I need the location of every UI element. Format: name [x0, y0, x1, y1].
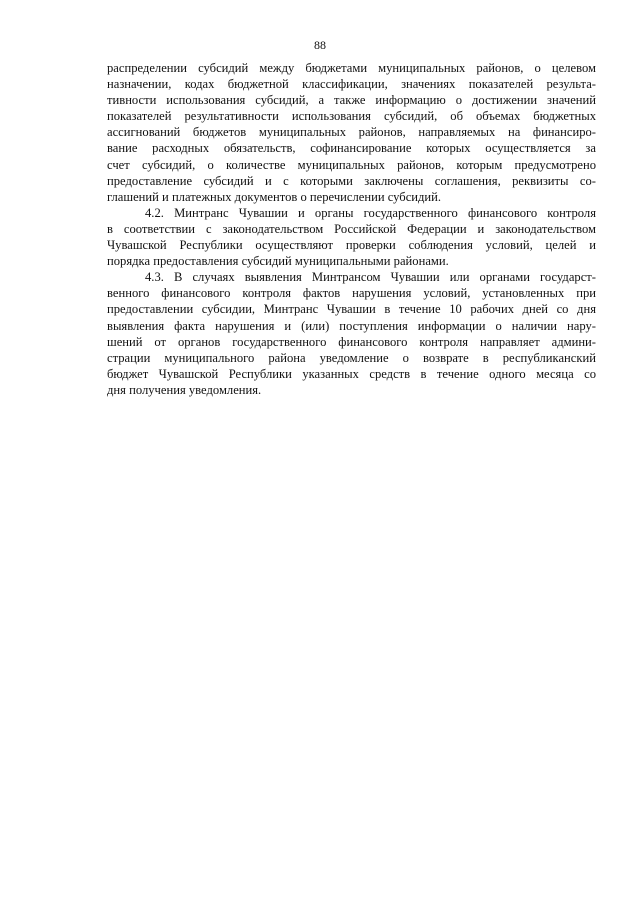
document-body [107, 60, 596, 398]
text-line: дня получения уведомления. [107, 382, 262, 397]
text-line: счет субсидий, о количестве муниципальных районов, которым предусмотрено [107, 157, 596, 172]
text-line: вание расходных обязательств, софинансирование которых осуществляется за [107, 141, 596, 156]
text-line: назначении, кодах бюджетной классификации, значениях показателей результа- [107, 77, 596, 92]
text-line: выявления факта нарушения и (или) поступления информации о наличии нару- [107, 318, 596, 333]
text-line: показателей результативности использования субсидий, об объемах бюджетных [107, 109, 596, 124]
text-line: глашений и платежных документов о перечислении субсидий. [107, 189, 442, 204]
text-line: распределении субсидий между бюджетами муниципальных районов, о целевом [107, 61, 596, 75]
text-line: в соответствии с законодательством Российской Федерации и законодательством [107, 221, 596, 236]
paragraph-4-3 [107, 269, 596, 398]
text-line: Чувашской Республики осуществляют проверки соблюдения условий, целей и [107, 238, 596, 253]
text-line: шений от органов государственного финансового контроля направляет админи- [107, 334, 596, 349]
paragraph-continuation [107, 60, 596, 205]
text-line: предоставление субсидий и с которыми заключены соглашения, реквизиты со- [107, 173, 596, 188]
text-line: венного финансового контроля фактов нарушения условий, установленных при [107, 286, 596, 301]
paragraph-4-2 [107, 205, 596, 269]
page-number: 88 [314, 38, 326, 52]
text-line: ассигнований бюджетов муниципальных районов, направляемых на финансиро- [107, 125, 596, 140]
text-line: бюджет Чувашской Республики указанных средств в течение одного месяца со [107, 366, 596, 381]
text-line: 4.3. В случаях выявления Минтрансом Чувашии или органами государст- [145, 270, 596, 285]
text-line: страции муниципального района уведомление о возврате в республиканский [107, 350, 596, 365]
text-line: 4.2. Минтранс Чувашии и органы государственного финансового контроля [145, 205, 596, 220]
text-line: тивности использования субсидий, а также информацию о достижении значений [107, 93, 596, 108]
text-line: порядка предоставления субсидий муниципальными районами. [107, 254, 449, 269]
text-line: предоставлении субсидии, Минтранс Чувашии в течение 10 рабочих дней со дня [107, 302, 596, 317]
